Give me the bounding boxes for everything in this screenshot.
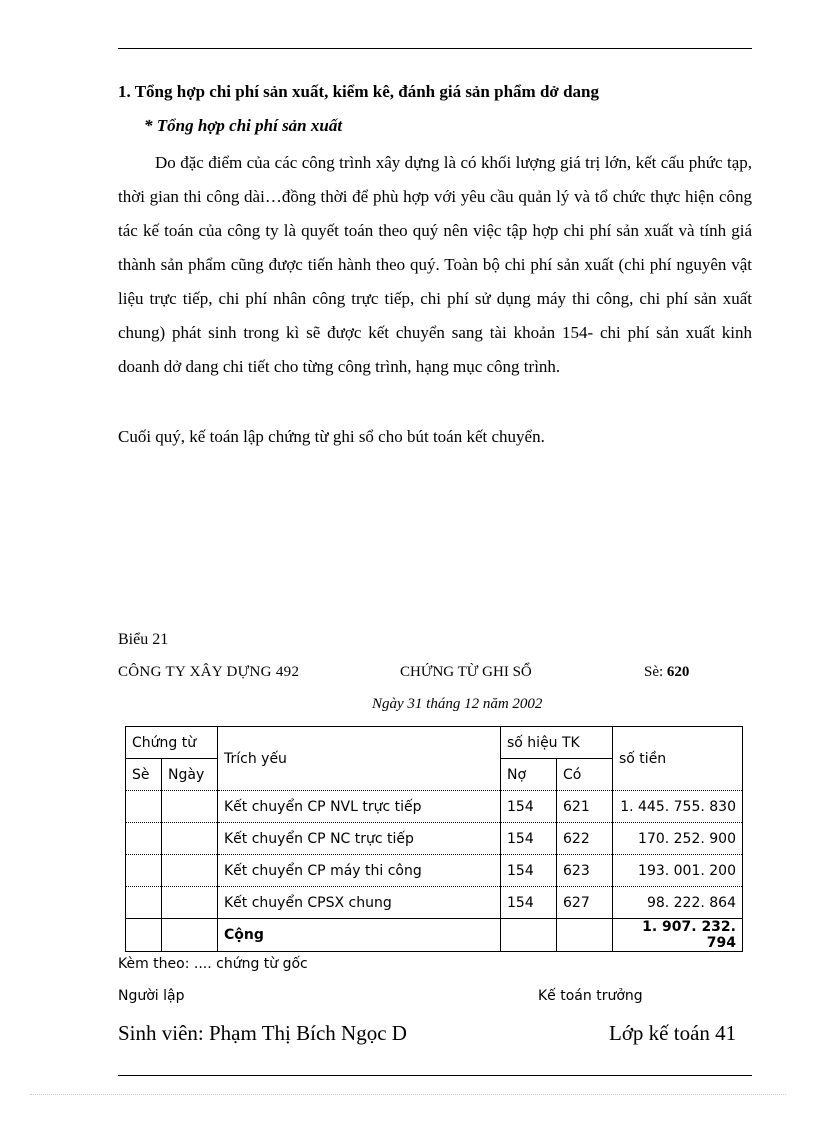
footer-rule bbox=[118, 1075, 752, 1076]
header-ngay: Ngày bbox=[162, 759, 218, 791]
subsection-heading: * Tổng hợp chi phí sản xuất bbox=[144, 116, 343, 135]
document-number-label: Sè: bbox=[644, 664, 664, 680]
footer-class: Lớp kế toán 41 bbox=[609, 1021, 737, 1045]
cell-co: 623 bbox=[557, 855, 613, 887]
total-label: Cộng bbox=[218, 919, 501, 952]
document-title: CHỨNG TỪ GHI SỔ bbox=[400, 664, 532, 680]
header-co: Có bbox=[557, 759, 613, 791]
cell-ngay bbox=[162, 823, 218, 855]
cell-se bbox=[126, 791, 162, 823]
cell-co: 622 bbox=[557, 823, 613, 855]
cell-desc: Kết chuyển CP NVL trực tiếp bbox=[218, 791, 501, 823]
cell-se bbox=[126, 887, 162, 919]
cell-desc: Kết chuyển CPSX chung bbox=[218, 887, 501, 919]
cell-amount: 170. 252. 900 bbox=[613, 823, 743, 855]
cell-co: 627 bbox=[557, 887, 613, 919]
footer-student: Sinh viên: Phạm Thị Bích Ngọc D bbox=[118, 1021, 407, 1045]
cell-se bbox=[126, 823, 162, 855]
cell-co bbox=[557, 919, 613, 952]
attachments-note: Kèm theo: .... chứng từ gốc bbox=[118, 956, 308, 972]
document-date: Ngày 31 tháng 12 năm 2002 bbox=[372, 696, 543, 712]
table-row bbox=[126, 823, 743, 855]
table-header-row bbox=[126, 727, 743, 759]
company-name: CÔNG TY XÂY DỰNG 492 bbox=[118, 664, 300, 680]
cell-se bbox=[126, 855, 162, 887]
section-heading: 1. Tổng hợp chi phí sản xuất, kiểm kê, đánh giá sản phẩm dở dang bbox=[118, 82, 599, 101]
document-number bbox=[644, 664, 689, 681]
cell-co: 621 bbox=[557, 791, 613, 823]
table-total-row bbox=[126, 919, 743, 952]
table-row bbox=[126, 855, 743, 887]
header-rule bbox=[118, 48, 752, 49]
cell-desc: Kết chuyển CP máy thi công bbox=[218, 855, 501, 887]
table-row bbox=[126, 791, 743, 823]
cell-no: 154 bbox=[501, 855, 557, 887]
header-chung-tu: Chứng từ bbox=[126, 727, 218, 759]
cell-amount: 193. 001. 200 bbox=[613, 855, 743, 887]
closing-sentence: Cuối quý, kế toán lập chứng từ ghi sổ cho bút toán kết chuyển. bbox=[118, 427, 545, 446]
preparer-label: Người lập bbox=[118, 988, 185, 1004]
chief-accountant-label: Kế toán trưởng bbox=[538, 988, 643, 1004]
header-se: Sè bbox=[126, 759, 162, 791]
cell-ngay bbox=[162, 887, 218, 919]
body-paragraph: Do đặc điểm của các công trình xây dựng là có khối lượng giá trị lớn, kết cấu phức tạp, thời gian thi công dài…đồng thời để phù hợp với yêu cầu quản lý và tổ chức thực hiện công tác kế toán của công ty là quyết toán theo quý nên việc tập hợp chi phí sản xuất và tính giá thành sản phẩm cũng được tiến hành theo quý. Toàn bộ chi phí sản xuất (chi phí nguyên vật liệu trực tiếp, chi phí nhân công trực tiếp, chi phí sử dụng máy thi công, chi phí sản xuất chung) phát sinh trong kì sẽ được kết chuyển sang tài khoản 154- chi phí sản xuất kinh doanh dở dang chi tiết cho từng công trình, hạng mục công trình. bbox=[118, 153, 752, 376]
cell-no bbox=[501, 919, 557, 952]
total-amount: 1. 907. 232. 794 bbox=[613, 919, 743, 952]
cell-no: 154 bbox=[501, 791, 557, 823]
header-trich-yeu: Trích yếu bbox=[218, 727, 501, 791]
header-no: Nợ bbox=[501, 759, 557, 791]
cell-no: 154 bbox=[501, 823, 557, 855]
header-so-tien: số tiền bbox=[613, 727, 743, 791]
page-edge-dots bbox=[30, 1094, 786, 1095]
document-number-value: 620 bbox=[666, 664, 690, 680]
form-label: Biểu 21 bbox=[118, 631, 169, 648]
cell-desc: Kết chuyển CP NC trực tiếp bbox=[218, 823, 501, 855]
cell-ngay bbox=[162, 855, 218, 887]
cell-no: 154 bbox=[501, 887, 557, 919]
table-row bbox=[126, 887, 743, 919]
voucher-table bbox=[125, 726, 743, 952]
cell-amount: 1. 445. 755. 830 bbox=[613, 791, 743, 823]
cell-ngay bbox=[162, 791, 218, 823]
header-so-hieu-tk: số hiệu TK bbox=[501, 727, 613, 759]
cell-ngay bbox=[162, 919, 218, 952]
cell-amount: 98. 222. 864 bbox=[613, 887, 743, 919]
cell-se bbox=[126, 919, 162, 952]
